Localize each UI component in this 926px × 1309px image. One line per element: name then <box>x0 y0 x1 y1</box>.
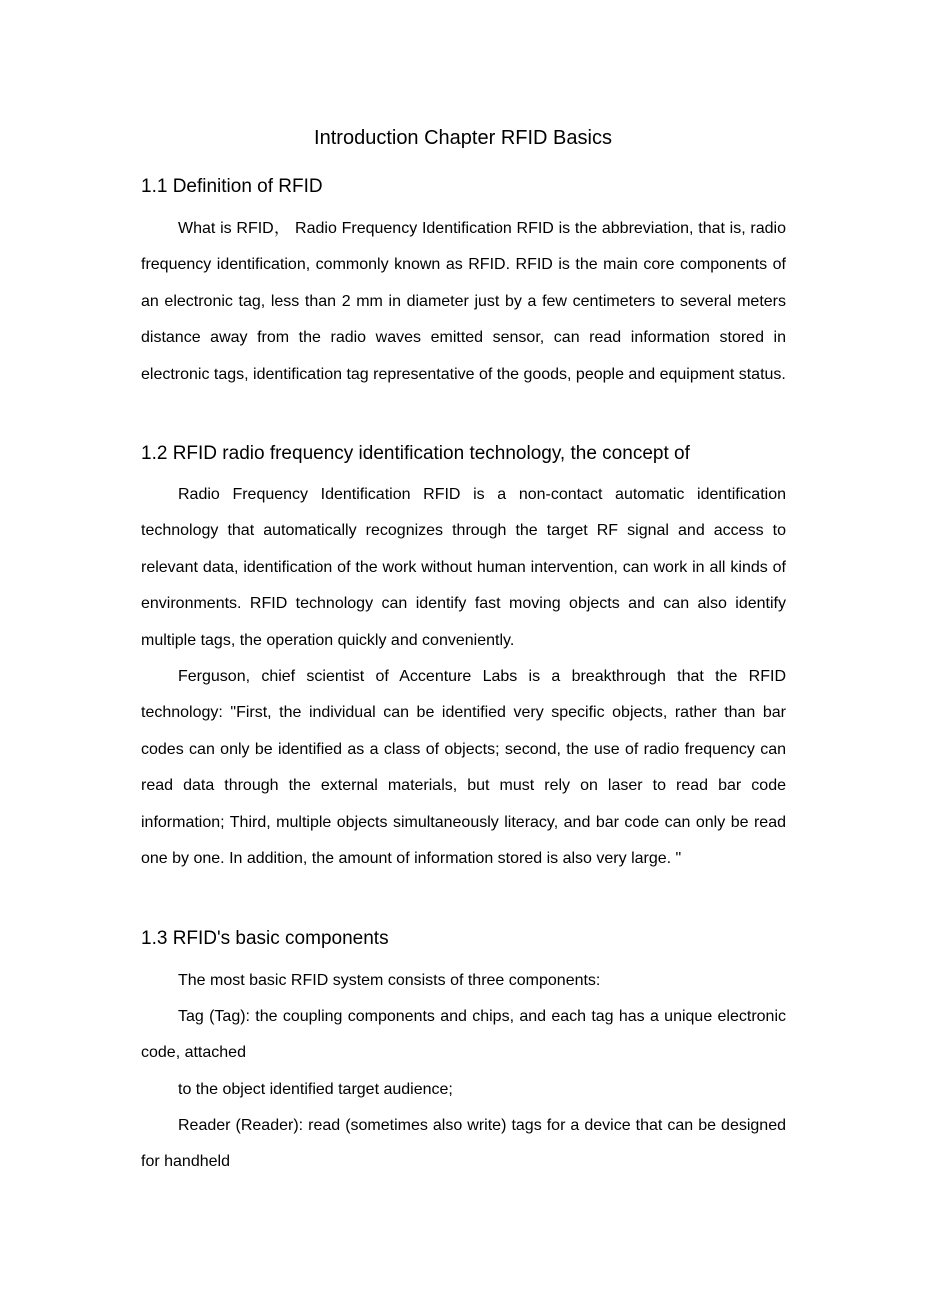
section-1-3-paragraph-3: to the object identified target audience; <box>178 1081 453 1098</box>
section-1-3-paragraph-2: Tag (Tag): the coupling components and chips, and each tag has a unique electronic code, attached <box>141 1008 786 1062</box>
section-1-2-paragraph-1: Radio Frequency Identification RFID is a non-contact automatic identification technology that automatically recognizes through the target RF signal and access to relevant data, identification of the work without human intervention, can work in all kinds of environments. RFID technology can identify fast moving objects and can also identify multiple tags, the operation quickly and conveniently. <box>141 486 786 649</box>
section-1-3-paragraph-4: Reader (Reader): read (sometimes also write) tags for a device that can be designed for handheld <box>141 1117 786 1171</box>
section-1-1-paragraph-1: What is RFID， Radio Frequency Identification RFID is the abbreviation, that is, radio frequency identification, commonly known as RFID. RFID is the main core components of an electronic tag, less than 2 mm in diameter just by a few centimeters to several meters distance away from the radio waves emitted sensor, can read information stored in electronic tags, identification tag representative of the goods, people and equipment status. <box>141 220 786 383</box>
section-heading-1-2: 1.2 RFID radio frequency identification technology, the concept of <box>141 443 690 464</box>
section-1-3-paragraph-1: The most basic RFID system consists of three components: <box>178 972 601 989</box>
section-heading-1-1: 1.1 Definition of RFID <box>141 176 323 197</box>
section-1-2-paragraph-2: Ferguson, chief scientist of Accenture Labs is a breakthrough that the RFID technology: "First, the individual can be identified very specific objects, rather than bar codes can only be identified as a class of objects; second, the use of radio frequency can read data through the external materials, but must rely on laser to read bar code information; Third, multiple objects simultaneously literacy, and bar code can only be read one by one. In addition, the amount of information stored is also very large. " <box>141 668 786 868</box>
section-heading-1-3: 1.3 RFID's basic components <box>141 928 389 949</box>
document-title: Introduction Chapter RFID Basics <box>314 127 612 149</box>
